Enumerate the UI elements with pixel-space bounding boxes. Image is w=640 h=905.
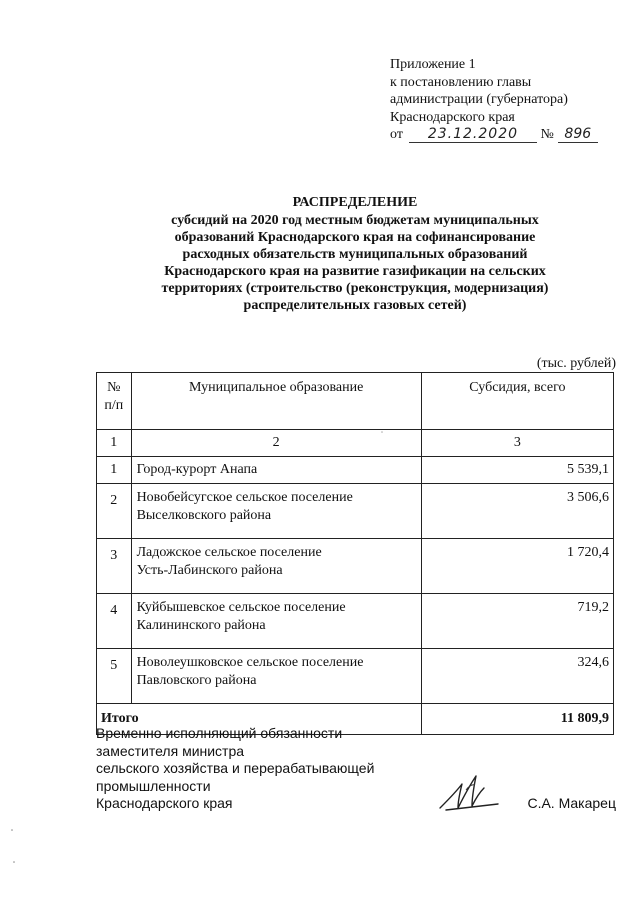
row-num: 5 [97, 649, 132, 704]
row-amount: 324,6 [421, 649, 613, 704]
annex-date-line [390, 126, 598, 144]
title-line: территориях (строительство (реконструкция, модернизация) [161, 281, 549, 296]
document-title [120, 194, 590, 314]
title-line: субсидий на 2020 год местным бюджетам муниципальных [171, 213, 539, 228]
position-line: промышленности [96, 777, 211, 794]
title-line: образований Краснодарского края на софинансирование [174, 230, 536, 245]
handwritten-date: 23.12.2020 [409, 127, 537, 143]
header-num-line2: п/п [104, 398, 124, 413]
row-name-line1: Новолеушковское сельское поселение [136, 655, 364, 670]
col-number: 2 [131, 430, 421, 457]
total-amount: 11 809,9 [421, 704, 613, 735]
title-line: распределительных газовых сетей) [243, 298, 467, 313]
position-line: сельского хозяйства и перерабатывающей [96, 760, 375, 776]
row-amount: 3 506,6 [421, 484, 613, 539]
header-num [97, 373, 132, 430]
distribution-table [96, 372, 614, 735]
row-amount: 1 720,4 [421, 539, 613, 594]
title-line: Краснодарского края на развитие газификации на сельских [164, 264, 546, 279]
signatory-name: С.А. Макарец [527, 795, 616, 811]
row-name [131, 484, 421, 539]
total-label: Итого [97, 704, 422, 735]
annex-line: к постановлению главы [390, 74, 532, 90]
row-name [131, 594, 421, 649]
header-num-line1: № [107, 380, 121, 395]
annex-line: Приложение 1 [390, 57, 476, 72]
table-row [97, 539, 614, 594]
number-prefix: № [540, 127, 554, 142]
row-name-line2: Калининского района [136, 618, 266, 633]
row-name-line1: Новобейсугское сельское поселение [136, 490, 353, 505]
table-row [97, 484, 614, 539]
header-municipality: Муниципальное образование [131, 373, 421, 430]
row-num: 1 [97, 457, 132, 484]
date-prefix: от [390, 127, 403, 142]
title-heading: РАСПРЕДЕЛЕНИЕ [292, 195, 418, 210]
position-line: заместителя министра [96, 742, 245, 759]
table-row [97, 594, 614, 649]
row-amount: 719,2 [421, 594, 613, 649]
signatory-block [96, 725, 374, 813]
row-num: 2 [97, 484, 132, 539]
table-header-row [97, 373, 614, 430]
header-subsidy: Субсидия, всего [421, 373, 613, 430]
table-row [97, 457, 614, 484]
col-number: 3 [421, 430, 613, 457]
col-number: 1 [97, 430, 132, 457]
row-name-line2: Усть-Лабинского района [136, 563, 283, 578]
annex-header [390, 56, 598, 144]
row-name-line1: Куйбышевское сельское поселение [136, 600, 346, 615]
position-line: Временно исполняющий обязанности [96, 725, 343, 741]
row-name-line2: Выселковского района [136, 508, 272, 523]
row-name [131, 539, 421, 594]
row-num: 4 [97, 594, 132, 649]
handwritten-signature [436, 770, 506, 816]
row-name-line1: Ладожское сельское поселение [136, 545, 322, 560]
row-amount: 5 539,1 [421, 457, 613, 484]
title-line: расходных обязательств муниципальных образований [182, 247, 528, 262]
position-line: Краснодарского края [96, 795, 233, 811]
annex-line: администрации (губернатора) [390, 92, 568, 107]
row-name: Город-курорт Анапа [131, 457, 421, 484]
row-num: 3 [97, 539, 132, 594]
handwritten-number: 896 [558, 127, 598, 143]
row-name-line2: Павловского района [136, 673, 257, 688]
row-name [131, 649, 421, 704]
table-row [97, 649, 614, 704]
column-number-row [97, 430, 614, 457]
units-label: (тыс. рублей) [536, 356, 616, 371]
annex-line: Краснодарского края [390, 109, 515, 125]
